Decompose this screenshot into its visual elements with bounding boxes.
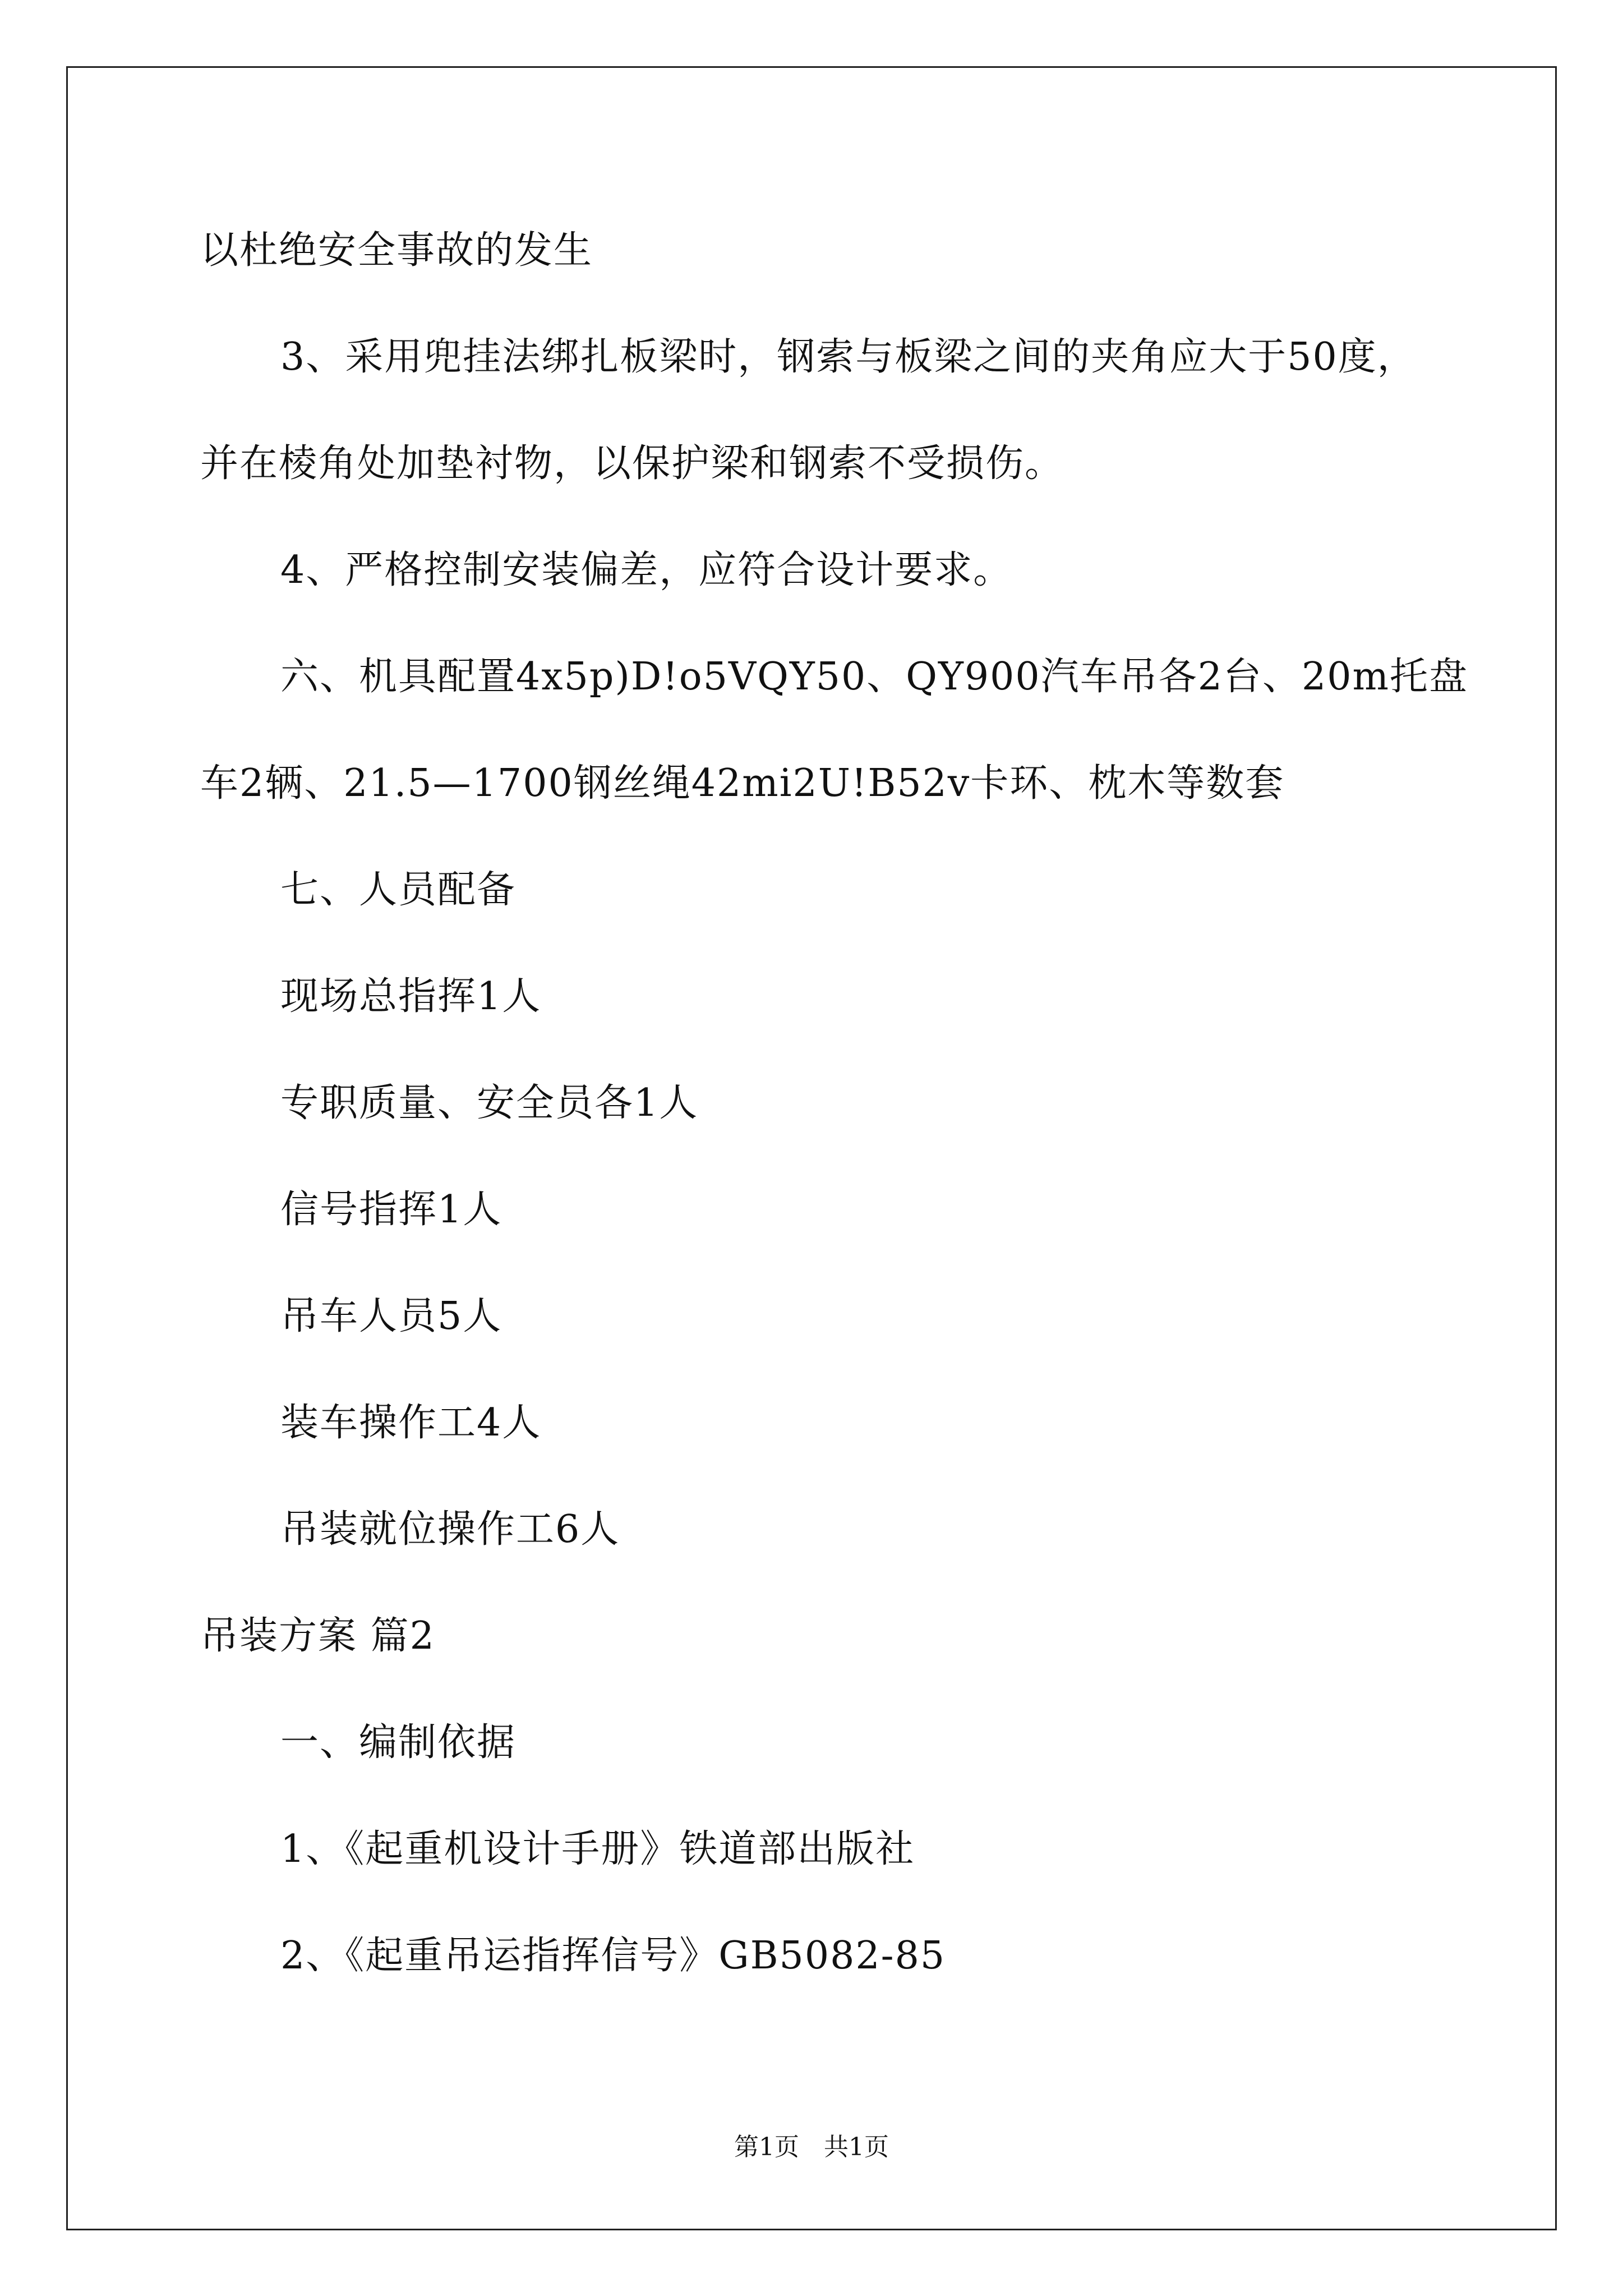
text-line: 信号指挥1人	[280, 1188, 502, 1232]
text-line: 3、采用兜挂法绑扎板梁时，钢索与板梁之间的夹角应大于50度，	[280, 335, 1417, 379]
page-frame	[66, 66, 1557, 2230]
page-number-footer: 第1页 共1页	[734, 2133, 889, 2161]
text-line: 1、《起重机设计手册》铁道部出版社	[280, 1827, 915, 1871]
text-line: 4、严格控制安装偏差，应符合设计要求。	[280, 548, 1013, 592]
text-line: 吊车人员5人	[280, 1294, 502, 1338]
text-line: 现场总指挥1人	[280, 974, 542, 1019]
text-line: 专职质量、安全员各1人	[280, 1081, 699, 1125]
text-line: 以杜绝安全事故的发生	[200, 228, 593, 273]
text-line: 并在棱角处加垫衬物，以保护梁和钢索不受损伤。	[200, 441, 1064, 486]
section-heading: 七、人员配备	[280, 868, 517, 912]
text-line: 装车操作工4人	[280, 1401, 542, 1445]
chapter-heading: 吊装方案 篇2	[200, 1614, 435, 1658]
section-heading: 一、编制依据	[280, 1720, 517, 1765]
text-line: 2、《起重吊运指挥信号》GB5082-85	[280, 1934, 946, 1978]
text-line: 车2辆、21.5—1700钢丝绳42mi2U!B52v卡环、枕木等数套	[200, 761, 1285, 806]
text-line: 吊装就位操作工6人	[280, 1507, 620, 1552]
text-line: 六、机具配置4x5p)D!o5VQY50、QY900汽车吊各2台、20m托盘	[280, 655, 1468, 699]
